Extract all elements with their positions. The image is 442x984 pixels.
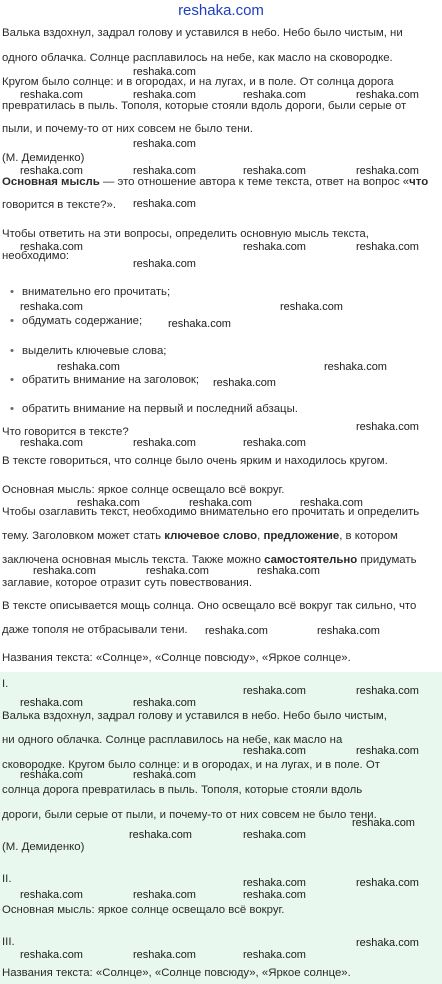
watermark: reshaka.com	[133, 258, 196, 270]
watermark: reshaka.com	[257, 565, 320, 577]
watermark: reshaka.com	[356, 685, 419, 697]
watermark: reshaka.com	[20, 949, 83, 961]
watermark: reshaka.com	[133, 165, 196, 177]
section-number: I.	[2, 678, 9, 690]
list-item: обратить внимание на заголовок;	[22, 374, 200, 386]
watermark: reshaka.com	[189, 497, 252, 509]
text-line: В тексте говориться, что солнце было очень ярким и находилось кругом.	[2, 455, 388, 467]
watermark: reshaka.com	[356, 421, 419, 433]
text-line: сковородке. Кругом было солнце: и в огородах, и на лугах, и в поле. От	[2, 759, 380, 771]
watermark: reshaka.com	[243, 829, 306, 841]
watermark: reshaka.com	[243, 745, 306, 757]
bullet-icon: •	[10, 345, 14, 357]
text-span: , в котором	[339, 530, 398, 542]
text-line: Кругом было солнце: и в огородах, и на лугах, и в поле. От солнца дорога	[2, 76, 394, 88]
watermark: reshaka.com	[356, 877, 419, 889]
watermark: reshaka.com	[133, 66, 196, 78]
watermark: reshaka.com	[20, 769, 83, 781]
watermark: reshaka.com	[352, 817, 415, 829]
watermark: reshaka.com	[168, 318, 231, 330]
list-item: внимательно его прочитать;	[22, 286, 171, 298]
watermark: reshaka.com	[356, 745, 419, 757]
watermark: reshaka.com	[243, 949, 306, 961]
author: (М. Демиденко)	[2, 841, 85, 853]
text-line: Чтобы озаглавить текст, необходимо внимательно его прочитать и определить	[2, 506, 420, 518]
text-line	[2, 529, 438, 543]
watermark: reshaka.com	[205, 625, 268, 637]
bold-term: Основная мысль	[2, 176, 100, 188]
watermark: reshaka.com	[243, 437, 306, 449]
text-span: тему. Заголовком может стать	[2, 530, 165, 542]
watermark: reshaka.com	[77, 497, 140, 509]
list-item: обдумать содержание;	[22, 315, 143, 327]
text-span: — это отношение автора к теме текста, ответ на вопрос «	[99, 176, 410, 188]
watermark: reshaka.com	[300, 497, 363, 509]
text-span: придумать	[357, 554, 417, 566]
watermark: reshaka.com	[20, 165, 83, 177]
watermark: reshaka.com	[129, 829, 192, 841]
section-number: II.	[2, 873, 12, 885]
watermark: reshaka.com	[243, 89, 306, 101]
text-span: заключена основная мысль текста. Также можно	[2, 554, 265, 566]
watermark: reshaka.com	[20, 301, 83, 313]
watermark: reshaka.com	[33, 565, 96, 577]
question: Что говорится в тексте?	[2, 426, 129, 438]
watermark: reshaka.com	[20, 889, 83, 901]
watermark: reshaka.com	[243, 685, 306, 697]
watermark: reshaka.com	[243, 877, 306, 889]
text-line: необходимо:	[2, 250, 70, 262]
watermark: reshaka.com	[133, 138, 196, 150]
watermark: reshaka.com	[280, 301, 343, 313]
watermark: reshaka.com	[146, 565, 209, 577]
section-number: III.	[2, 936, 15, 948]
bullet-icon: •	[10, 286, 14, 298]
text-line: Названия текста: «Солнце», «Солнце повсюду», «Яркое солнце».	[2, 967, 351, 979]
text-line: дороги, были серые от пыли, и почему-то от них совсем не было тени.	[2, 809, 377, 821]
bold-term: что	[409, 176, 429, 188]
bold-term: самостоятельно	[264, 554, 358, 566]
text-line: Валька вздохнул, задрал голову и уставился в небо. Небо было чистым,	[2, 710, 387, 722]
watermark: reshaka.com	[57, 361, 120, 373]
text-line: пыли, и почему-то от них совсем не было тени.	[2, 123, 253, 135]
text-line: солнца дорога превратилась в пыль. Тополя, которые стояли вдоль	[2, 784, 363, 796]
text-line: Основная мысль: яркое солнце освещало всё вокруг.	[2, 904, 285, 916]
list-item: выделить ключевые слова;	[22, 345, 167, 357]
watermark: reshaka.com	[324, 361, 387, 373]
watermark: reshaka.com	[20, 89, 83, 101]
watermark: reshaka.com	[213, 377, 276, 389]
watermark: reshaka.com	[20, 241, 83, 253]
watermark: reshaka.com	[317, 625, 380, 637]
text-line: Названия текста: «Солнце», «Солнце повсюду», «Яркое солнце».	[2, 652, 351, 664]
site-logo[interactable]: reshaka.com	[178, 2, 264, 19]
watermark: reshaka.com	[133, 697, 196, 709]
text-line: Основная мысль: яркое солнце освещало всё вокруг.	[2, 484, 285, 496]
text-line: заглавие, которое отразит суть повествования.	[2, 577, 253, 589]
list-item: обратить внимание на первый и последний абзацы.	[22, 403, 298, 415]
watermark: reshaka.com	[133, 89, 196, 101]
bullet-icon: •	[10, 315, 14, 327]
text-line: говорится в тексте?».	[2, 199, 117, 211]
text-line: одного облачка. Солнце расплавилось на небе, как масло на сковородке.	[2, 52, 393, 64]
watermark: reshaka.com	[133, 437, 196, 449]
bold-term: предложение	[263, 530, 340, 542]
text-line: превратилась в пыль. Тополя, которые стояли вдоль дороги, были серые от	[2, 100, 407, 112]
text-line: Валька вздохнул, задрал голову и уставился в небо. Небо было чистым, ни	[2, 27, 403, 39]
watermark: reshaka.com	[133, 198, 196, 210]
watermark: reshaka.com	[356, 937, 419, 949]
watermark: reshaka.com	[20, 437, 83, 449]
bullet-icon: •	[10, 403, 14, 415]
watermark: reshaka.com	[133, 889, 196, 901]
author: (М. Демиденко)	[2, 152, 85, 164]
bullet-icon: •	[10, 374, 14, 386]
watermark: reshaka.com	[243, 241, 306, 253]
watermark: reshaka.com	[243, 165, 306, 177]
text-span: ,	[257, 530, 264, 542]
watermark: reshaka.com	[356, 165, 419, 177]
text-line: Чтобы ответить на эти вопросы, определить основную мысль текста,	[2, 228, 369, 240]
watermark: reshaka.com	[356, 241, 419, 253]
bold-term: ключевое слово	[164, 530, 258, 542]
watermark: reshaka.com	[356, 89, 419, 101]
text-line: ни одного облачка. Солнце расплавилось на небе, как масло на	[2, 734, 343, 746]
definition-line	[2, 175, 438, 189]
watermark: reshaka.com	[133, 769, 196, 781]
watermark: reshaka.com	[243, 889, 306, 901]
text-line: даже тополя не отбрасывали тени.	[2, 624, 188, 636]
watermark: reshaka.com	[133, 949, 196, 961]
watermark: reshaka.com	[20, 697, 83, 709]
text-line: В тексте описывается мощь солнца. Оно освещало всё вокруг так сильно, что	[2, 600, 417, 612]
